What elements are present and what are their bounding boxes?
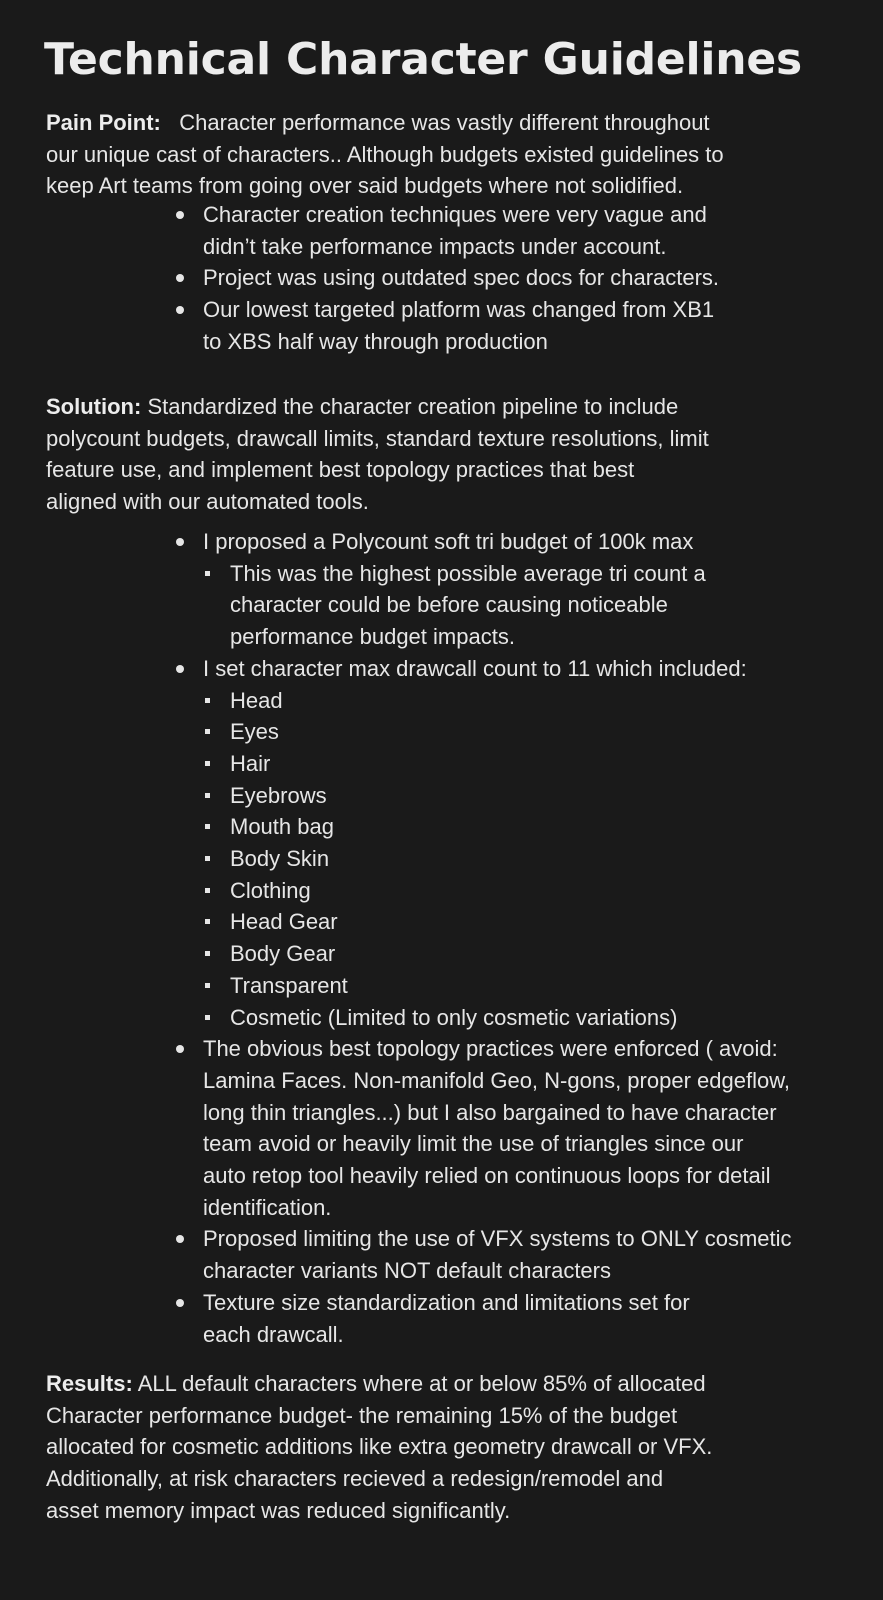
sub-bullet-text: This was the highest possible average tri count a [230, 560, 706, 586]
bullet-dot-icon [176, 1299, 184, 1307]
bullet-text: The obvious best topology practices were enforced ( avoid: [203, 1036, 778, 1062]
bullet-dot-icon [176, 1235, 184, 1243]
bullet-text: auto retop tool heavily relied on continuous loops for detail [203, 1163, 771, 1189]
bullet-dot-icon [176, 306, 184, 314]
solution-line: Standardized the character creation pipeline to include [147, 394, 679, 419]
drawcall-item-text: Body Gear [230, 941, 336, 967]
bullet-text: Project was using outdated spec docs for characters. [203, 265, 720, 291]
drawcall-item-text: Eyes [230, 719, 279, 745]
drawcall-item-text: Eyebrows [230, 782, 327, 808]
results-label: Results: [46, 1371, 133, 1396]
bullet-text: to XBS half way through production [203, 328, 548, 354]
square-bullet-icon [205, 919, 210, 924]
bullet-text: Proposed limiting the use of VFX systems to ONLY cosmetic [203, 1226, 792, 1252]
bullet-text: character variants NOT default characters [203, 1258, 611, 1284]
drawcall-item-text: Body Skin [230, 846, 330, 872]
results-line: allocated for cosmetic additions like extra geometry drawcall or VFX. [46, 1434, 713, 1460]
bullet-text: Our lowest targeted platform was changed from XB1 [203, 297, 715, 323]
solution-line: polycount budgets, drawcall limits, standard texture resolutions, limit [46, 425, 709, 451]
bullet-text: Character creation techniques were very vague and [203, 202, 707, 227]
drawcall-bullet [0, 653, 792, 685]
bullet-text: long thin triangles...) but I also bargained to have character [203, 1099, 777, 1125]
pain-point-paragraph [46, 107, 724, 202]
drawcall-item [0, 685, 792, 717]
vfx-bullet [0, 1223, 792, 1286]
page-title: Technical Character Guidelines [44, 34, 803, 85]
drawcall-item-text: Cosmetic (Limited to only cosmetic variations) [230, 1004, 678, 1030]
solution-line: aligned with our automated tools. [46, 489, 369, 515]
square-bullet-icon [205, 824, 210, 829]
square-bullet-icon [205, 856, 210, 861]
bullet-text: Lamina Faces. Non-manifold Geo, N-gons, proper edgeflow, [203, 1067, 790, 1093]
polycount-sub-bullet [0, 558, 792, 653]
square-bullet-icon [205, 698, 210, 703]
drawcall-item [0, 875, 792, 907]
sub-bullet-text: character could be before causing noticeable [230, 592, 668, 618]
results-paragraph [46, 1368, 712, 1527]
drawcall-item [0, 843, 792, 875]
topology-bullet [0, 1033, 792, 1223]
bullet-text: team avoid or heavily limit the use of triangles since our [203, 1131, 744, 1157]
bullet-text: each drawcall. [203, 1321, 344, 1347]
square-bullet-icon [205, 951, 210, 956]
square-bullet-icon [205, 888, 210, 893]
bullet-dot-icon [176, 1045, 184, 1053]
drawcall-item [0, 716, 792, 748]
results-line: ALL default characters where at or below 85% of allocated [137, 1371, 706, 1396]
square-bullet-icon [205, 761, 210, 766]
solution-label: Solution: [46, 394, 142, 419]
bullet-dot-icon [176, 274, 184, 282]
bullet-text: Texture size standardization and limitations set for [203, 1289, 690, 1315]
pain-point-bullet-list [0, 199, 719, 358]
pain-point-bullet [0, 262, 719, 294]
texture-bullet [0, 1287, 792, 1350]
bullet-dot-icon [176, 665, 184, 673]
drawcall-item [0, 1002, 792, 1034]
drawcall-item-text: Head Gear [230, 909, 338, 935]
results-line: Character performance budget- the remaining 15% of the budget [46, 1402, 678, 1428]
results-line: asset memory impact was reduced significantly. [46, 1497, 511, 1523]
square-bullet-icon [205, 1015, 210, 1020]
bullet-dot-icon [176, 211, 184, 219]
square-bullet-icon [205, 983, 210, 988]
pain-point-line: keep Art teams from going over said budgets where not solidified. [46, 173, 684, 199]
bullet-dot-icon [176, 538, 184, 546]
square-bullet-icon [205, 729, 210, 734]
drawcall-item-text: Clothing [230, 877, 311, 903]
bullet-text: identification. [203, 1194, 332, 1220]
drawcall-item-text: Transparent [230, 972, 348, 998]
pain-point-label: Pain Point: [46, 110, 161, 135]
drawcall-item [0, 811, 792, 843]
drawcall-item [0, 970, 792, 1002]
drawcall-item [0, 748, 792, 780]
square-bullet-icon [205, 793, 210, 798]
square-bullet-icon [205, 571, 210, 576]
solution-line: feature use, and implement best topology practices that best [46, 457, 635, 483]
bullet-text: I set character max drawcall count to 11 which included: [203, 655, 747, 681]
drawcall-item-text: Hair [230, 750, 271, 776]
drawcall-item [0, 938, 792, 970]
pain-point-bullet [0, 294, 719, 357]
results-line: Additionally, at risk characters recieved a redesign/remodel and [46, 1466, 664, 1492]
bullet-text: I proposed a Polycount soft tri budget of 100k max [203, 529, 694, 554]
polycount-bullet [0, 526, 792, 558]
drawcall-item-text: Head [230, 687, 283, 713]
solution-bullet-list [0, 526, 792, 1350]
drawcall-item [0, 906, 792, 938]
solution-paragraph [46, 391, 709, 518]
sub-bullet-text: performance budget impacts. [230, 624, 515, 650]
pain-point-bullet [0, 199, 719, 262]
bullet-text: didn’t take performance impacts under account. [203, 233, 667, 259]
drawcall-item-text: Mouth bag [230, 814, 334, 840]
drawcall-item [0, 780, 792, 812]
pain-point-line: Character performance was vastly different throughout [179, 110, 710, 135]
pain-point-line: our unique cast of characters.. Although budgets existed guidelines to [46, 141, 724, 167]
